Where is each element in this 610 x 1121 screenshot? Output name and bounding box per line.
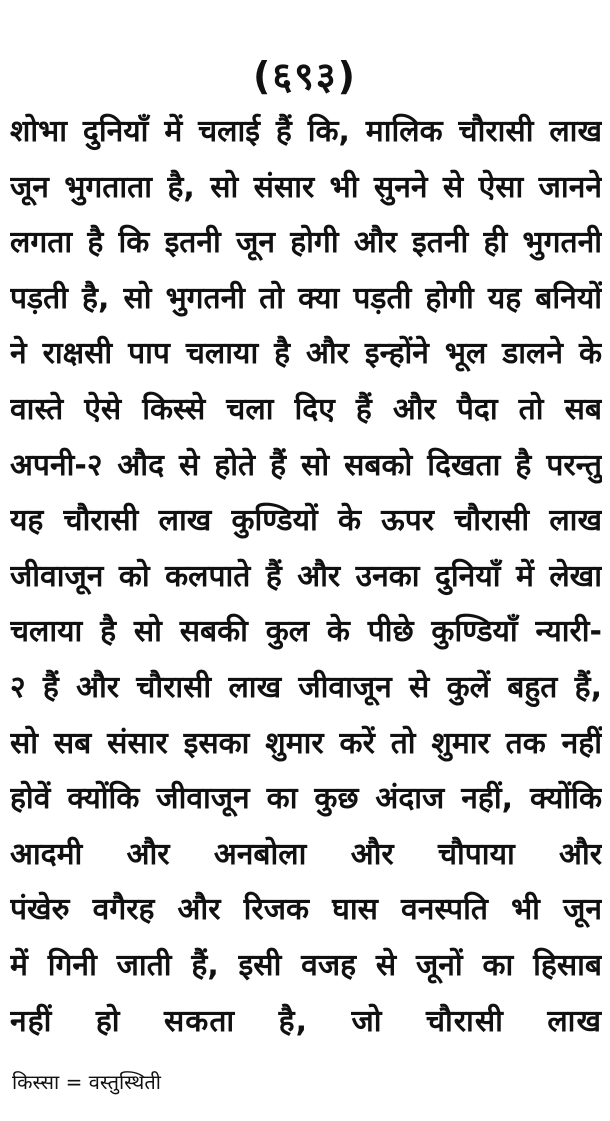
text-line: में गिनी जाती हैं, इसी वजह से जूनों का हिसाब — [10, 947, 602, 983]
text-line: पड़ती है, सो भुगतनी तो क्या पड़ती होगी यह बनियों — [10, 280, 602, 316]
text-line: लगता है कि इतनी जून होगी और इतनी ही भुगतनी — [10, 225, 602, 261]
text-line: शोभा दुनियाँ में चलाई हैं कि, मालिक चौरासी लाख — [10, 114, 602, 149]
text-line: चलाया है सो सबकी कुल के पीछे कुण्डियाँ न्यारी- — [10, 614, 602, 650]
text-line: यह चौरासी लाख कुण्डियों के ऊपर चौरासी लाख — [10, 503, 602, 539]
body-text — [10, 104, 602, 1049]
text-line: पंखेरु वगैरह और रिजक घास वनस्पति भी जून — [10, 892, 602, 928]
text-line: २ हैं और चौरासी लाख जीवाजून से कुलें बहुत हैं, — [10, 669, 602, 705]
text-line: सो सब संसार इसका शुमार करें तो शुमार तक नहीं — [10, 725, 602, 761]
text-line: वास्ते ऐसे किस्से चला दिए हैं और पैदा तो सब — [10, 391, 602, 427]
text-line: नहीं हो सकता है, जो चौरासी लाख — [10, 1003, 602, 1039]
page-number: (६९३) — [252, 54, 357, 98]
footnote: किस्सा = वस्तुस्थिती — [12, 1070, 161, 1094]
text-line: होवें क्योंकि जीवाजून का कुछ अंदाज नहीं, क्योंकि — [10, 781, 602, 817]
text-line: आदमी और अनबोला और चौपाया और — [10, 836, 602, 872]
text-line: ने राक्षसी पाप चलाया है और इन्होंने भूल डालने के — [10, 336, 602, 372]
text-line: अपनी-२ औद से होते हैं सो सबको दिखता है परन्तु — [10, 447, 602, 483]
text-line: जीवाजून को कलपाते हैं और उनका दुनियाँ में लेखा — [10, 558, 602, 594]
text-line: जून भुगताता है, सो संसार भी सुनने से ऐसा जानने — [10, 169, 602, 205]
